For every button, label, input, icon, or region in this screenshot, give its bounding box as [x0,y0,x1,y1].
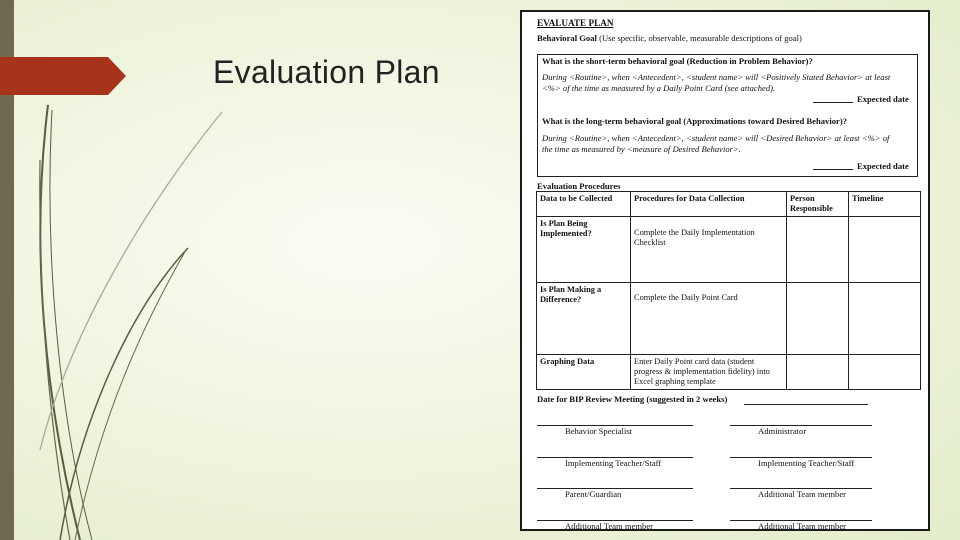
signature-implementing-teacher-right: Implementing Teacher/Staff [758,458,855,468]
signature-additional-member-right-2: Additional Team member [758,521,847,531]
short-term-line2: <%> of the time as measured by a Daily Point Card (see attached). [542,83,776,93]
short-term-expected-date: Expected date [857,94,909,104]
signature-additional-member-right-1: Additional Team member [758,489,847,499]
short-term-line1: During <Routine>, when <Antecedent>, <student name> will <Positively Stated Behavior> at least [542,72,891,82]
row-timeline-cell [849,217,921,283]
long-term-expected-date: Expected date [857,161,909,171]
short-term-question: What is the short-term behavioral goal (Reduction in Problem Behavior)? [542,56,813,66]
title-arrow-shape [0,57,126,95]
signature-implementing-teacher-left: Implementing Teacher/Staff [565,458,662,468]
table-row [537,217,921,283]
row-timeline-cell [849,283,921,355]
row-data-cell: Is Plan Being Implemented? [537,217,631,283]
table-row [537,283,921,355]
row-procedure-cell: Complete the Daily Point Card [631,283,787,355]
review-meeting-date-line [744,404,868,405]
long-term-date-line [813,169,853,170]
row-timeline-cell [849,355,921,390]
signature-administrator: Administrator [758,426,807,436]
document-heading: EVALUATE PLAN [537,18,614,28]
behavioral-goal-label: Behavioral Goal [537,33,597,43]
short-term-date-line [813,102,853,103]
evaluation-procedures-table [536,191,921,390]
row-person-cell [787,217,849,283]
long-term-line1: During <Routine>, when <Antecedent>, <student name> will <Desired Behavior> at least <%> of [542,133,890,143]
evaluation-procedures-label: Evaluation Procedures [537,181,621,191]
long-term-question: What is the long-term behavioral goal (Approximations toward Desired Behavior)? [542,116,847,126]
header-procedures: Procedures for Data Collection [631,192,787,217]
row-data-cell: Graphing Data [537,355,631,390]
signature-parent-guardian: Parent/Guardian [565,489,622,499]
behavioral-goal-line [537,33,802,43]
table-row [537,355,921,390]
evaluation-plan-document [520,10,930,531]
row-person-cell [787,355,849,390]
table-header-row [537,192,921,217]
header-person-responsible: Person Responsible [787,192,849,217]
signature-behavior-specialist: Behavior Specialist [565,426,633,436]
header-data-collected: Data to be Collected [537,192,631,217]
row-person-cell [787,283,849,355]
review-meeting-label: Date for BIP Review Meeting (suggested in 2 weeks) [537,394,728,404]
slide-title: Evaluation Plan [213,54,440,90]
behavioral-goal-hint: (Use specific, observable, measurable descriptions of goal) [599,33,802,43]
row-procedure-cell: Enter Daily Point card data (student progress & implementation fidelity) into Excel graphing template [631,355,787,390]
row-data-cell: Is Plan Making a Difference? [537,283,631,355]
long-term-line2: the time as measured by <measure of Desired Behavior>. [542,144,741,154]
header-timeline: Timeline [849,192,921,217]
signature-additional-member-left: Additional Team member [565,521,654,531]
row-procedure-cell: Complete the Daily Implementation Checklist [631,217,787,283]
